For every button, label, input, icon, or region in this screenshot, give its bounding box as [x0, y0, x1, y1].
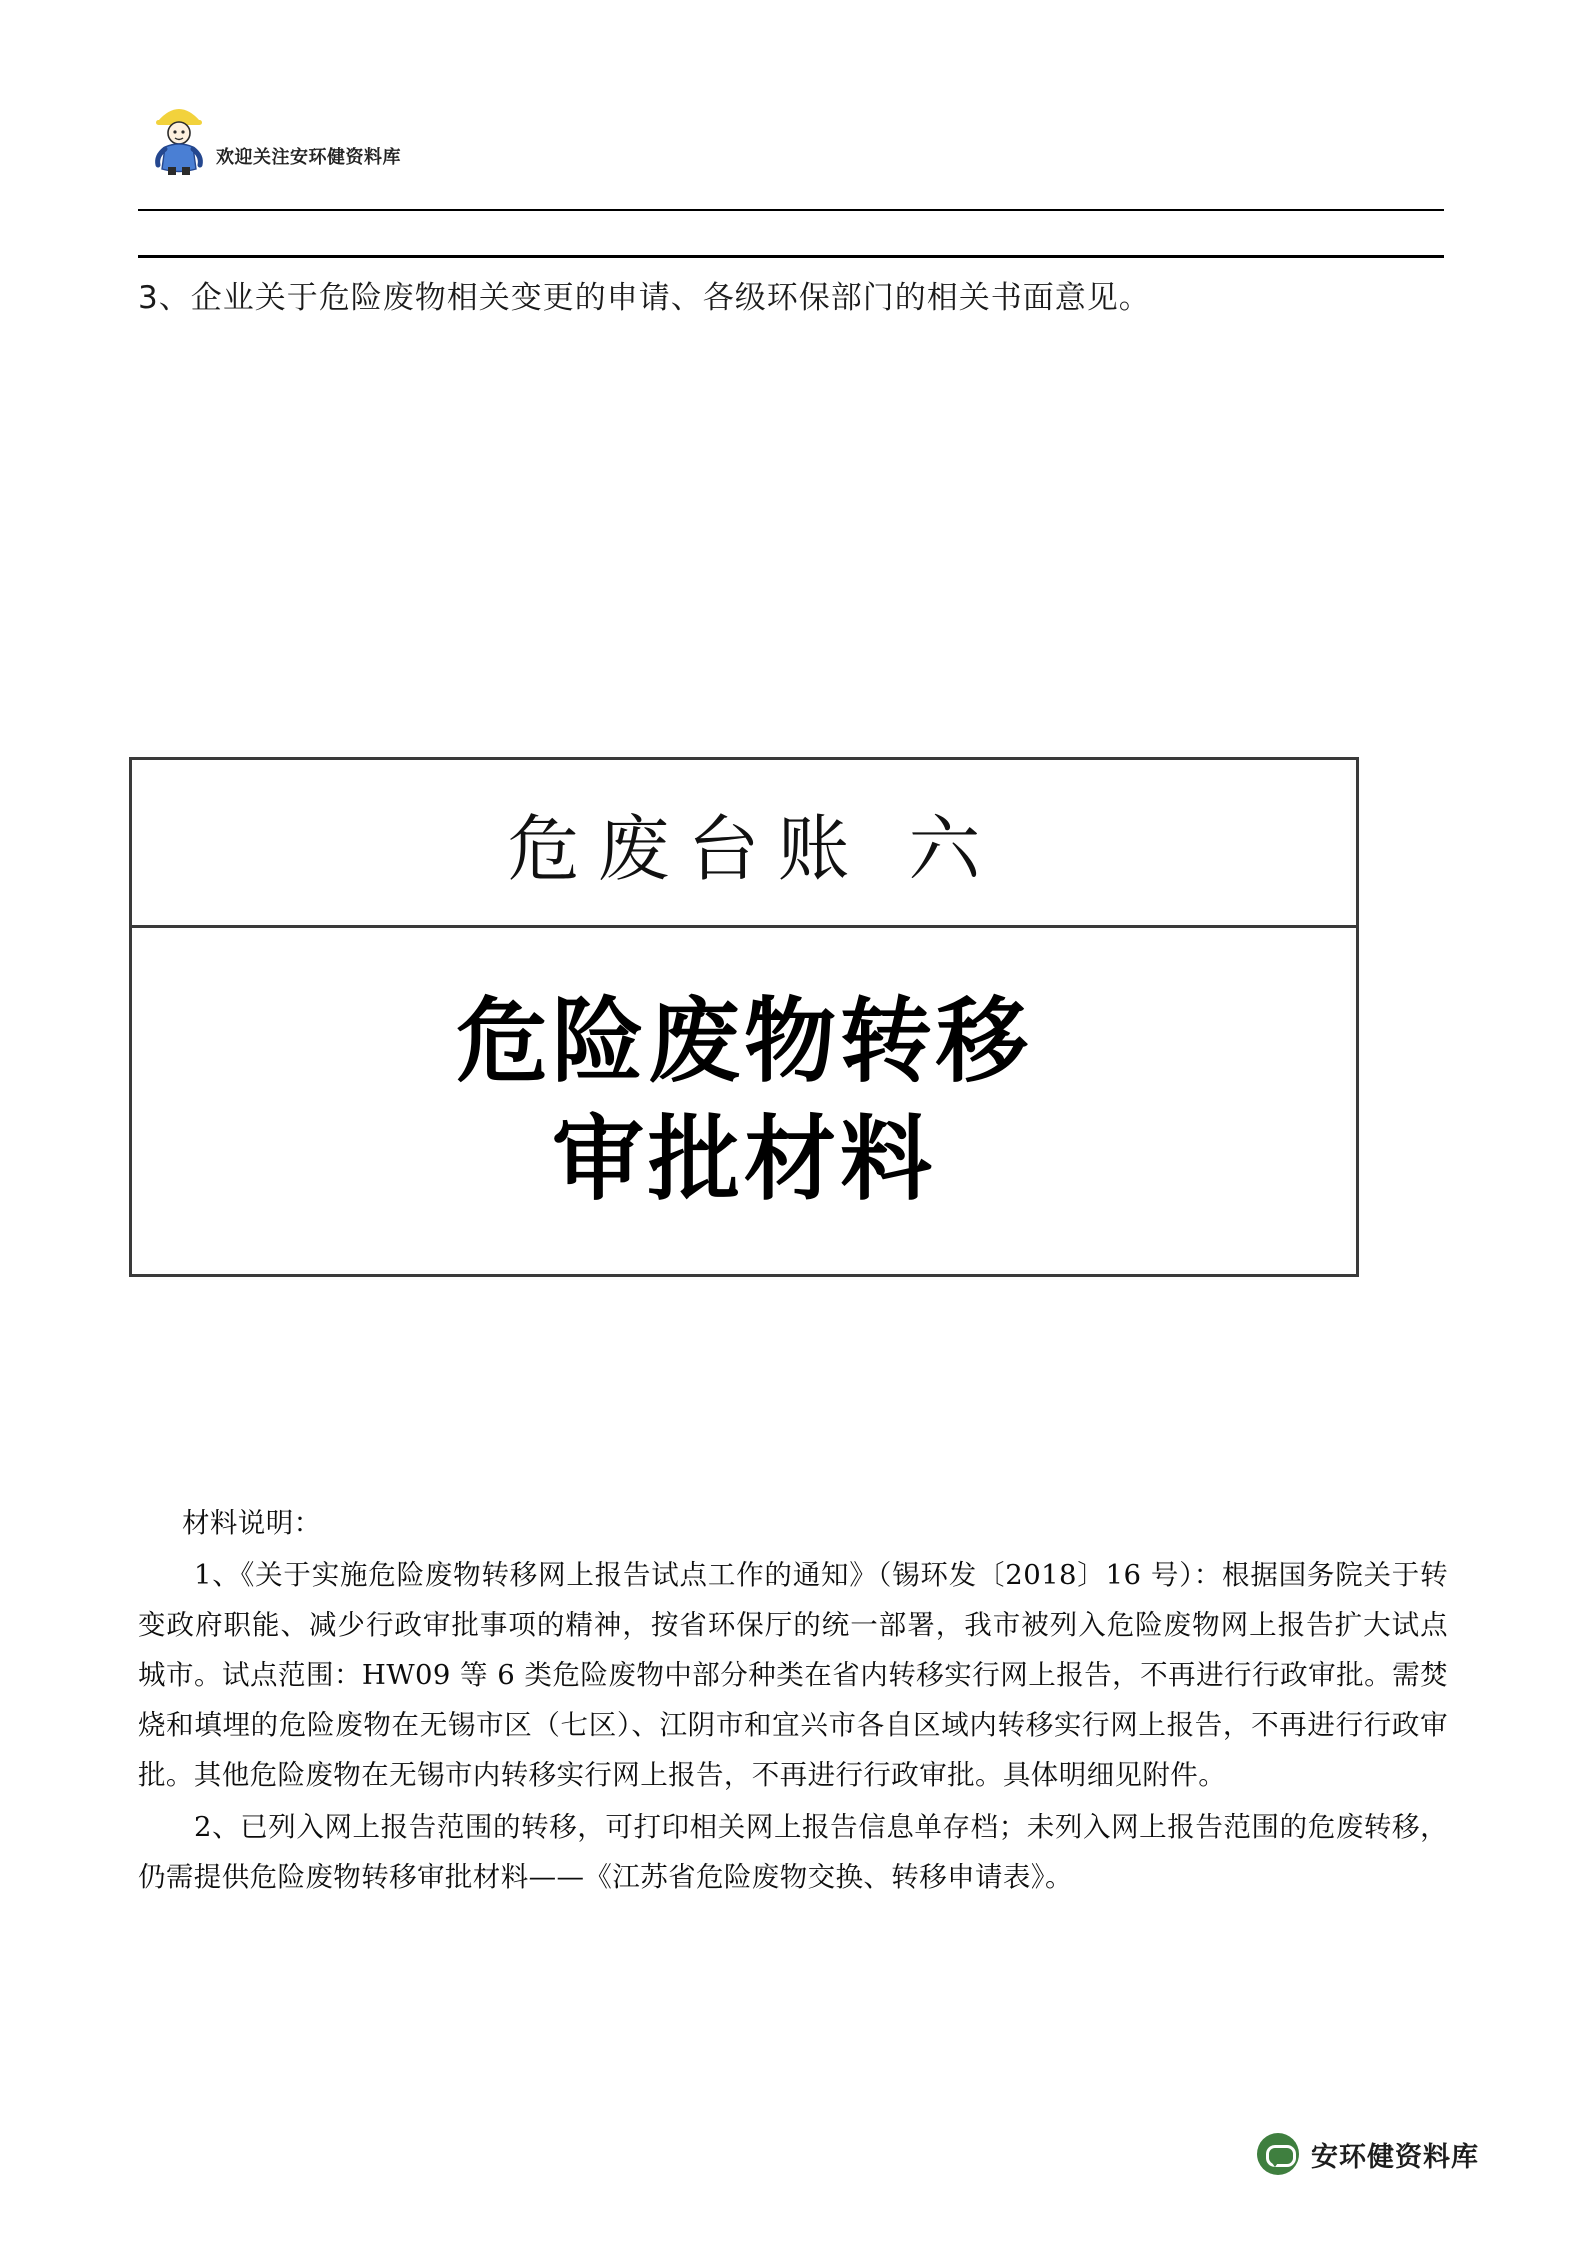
worker-mascot-icon [150, 95, 208, 175]
ledger-title-line-1: 危险废物转移 [455, 988, 1032, 1096]
ledger-title-line-2: 审批材料 [551, 1106, 936, 1213]
wechat-green-icon [1257, 2133, 1299, 2175]
ledger-title-row [132, 928, 1356, 1274]
material-note-block [138, 1498, 1448, 1904]
statement-line: 3、企业关于危险废物相关变更的申请、各级环保部门的相关书面意见。 [138, 280, 1151, 316]
material-note-item-1: 1、《关于实施危险废物转移网上报告试点工作的通知》（锡环发〔2018〕16 号）：根据国务院关于转变政府职能、减少行政审批事项的精神，按省环保厅的统一部署，我市被列入危险废物网上报告扩大试点城市。试点范围：HW09 等 6 类危险废物中部分种类在省内转移实行网上报告，不再进行行政审批。需焚烧和填埋的危险废物在无锡市区（七区）、江阴市和宜兴市各自区域内转移实行网上报告，不再进行行政审批。其他危险废物在无锡市内转移实行网上报告，不再进行行政审批。具体明细见附件。 [138, 1559, 1448, 1792]
footer-watermark-text: 安环健资料库 [1311, 2141, 1479, 2173]
footer-watermark [1257, 2133, 1479, 2175]
page-header [138, 95, 1448, 200]
header-divider-upper [138, 209, 1444, 211]
header-watermark-text: 欢迎关注安环健资料库 [216, 147, 401, 168]
material-note-item-2: 2、已列入网上报告范围的转移，可打印相关网上报告信息单存档；未列入网上报告范围的危废转移，仍需提供危险废物转移审批材料——《江苏省危险废物交换、转移申请表》。 [138, 1811, 1448, 1894]
material-note-heading: 材料说明： [182, 1507, 322, 1539]
ledger-label: 危废台账 六 [507, 806, 999, 891]
ledger-label-row [132, 760, 1356, 928]
header-divider-lower [138, 255, 1444, 258]
ledger-title-box [129, 757, 1359, 1277]
